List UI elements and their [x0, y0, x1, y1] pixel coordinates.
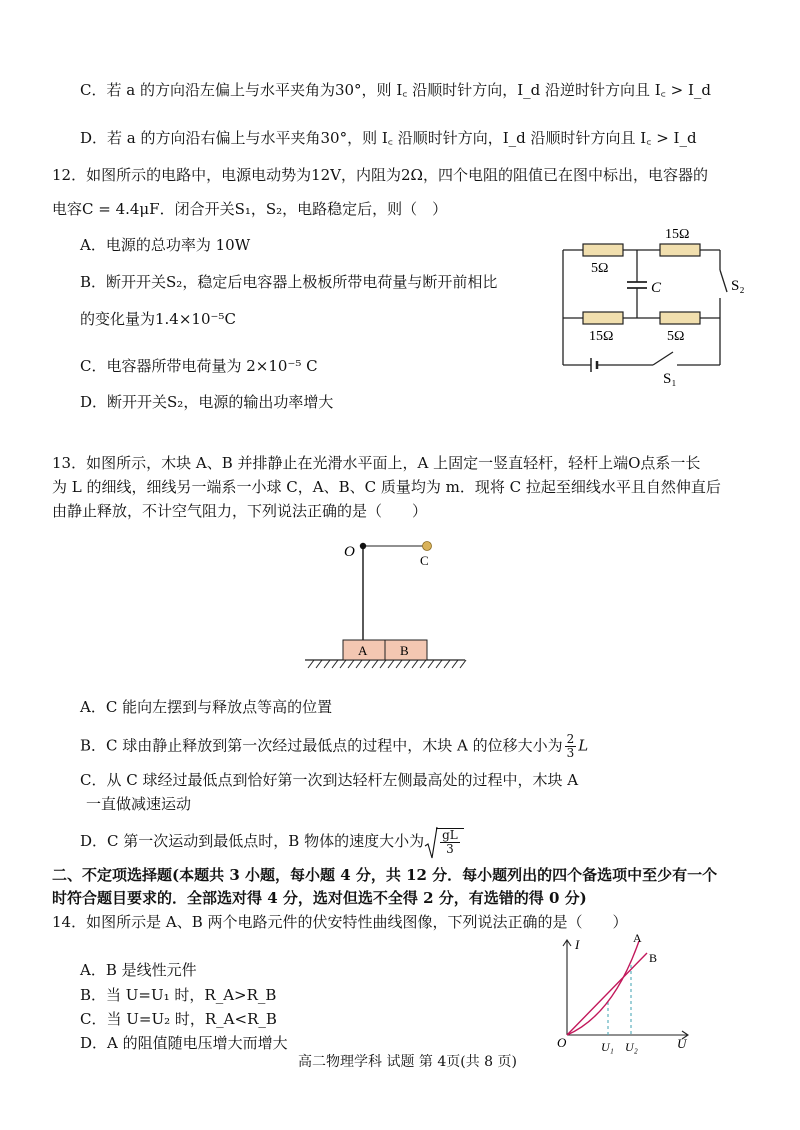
ball-c: [423, 542, 432, 551]
q13-option-b-text: B．C 球由静止释放到第一次经过最低点的过程中，木块 A 的位移大小为: [80, 736, 563, 755]
q14-iv-graph: [555, 931, 695, 1060]
q13-stem-line1: 13．如图所示，木块 A、B 并排静止在光滑水平面上，A 上固定一竖直轻杆，轻杆上端O点系一长: [52, 454, 701, 472]
q14-option-a: A．B 是线性元件: [80, 961, 197, 979]
q11-option-d: D．若 a 的方向沿右偏上与水平夹角30°，则 I꜀ 沿顺时针方向，I_d 沿顺时针方向且 I꜀ > I_d: [80, 129, 697, 147]
label-switch-s1: S₁: [663, 371, 677, 387]
label-ball-c: C: [420, 553, 429, 568]
resistor-bottom-right: [660, 312, 700, 324]
q12-stem-line1: 12．如图所示的电路中，电源电动势为12V，内阻为2Ω，四个电阻的阻值已在图中标出，电容器的: [52, 166, 708, 184]
q14-option-b: B．当 U=U₁ 时，R_A>R_B: [80, 986, 277, 1004]
q11-option-c: C．若 a 的方向沿左偏上与水平夹角为30°，则 I꜀ 沿顺时针方向，I_d 沿逆时针方向且 I꜀ > I_d: [80, 81, 712, 99]
frac-numerator: 2: [566, 732, 575, 746]
label-block-b: B: [400, 643, 409, 658]
label-r-bottom-left: 15Ω: [589, 329, 614, 344]
curve-a: [567, 941, 639, 1035]
label-r-bottom-right: 5Ω: [667, 329, 685, 344]
section2-heading-line1: 二、不定项选择题(本题共 3 小题，每小题 4 分，共 12 分．每小题列出的四个备选项中至少有一个: [52, 866, 718, 884]
curve-b: [567, 953, 647, 1035]
q13-stem-line2: 为 L 的细线，细线另一端系一小球 C，A、B、C 质量均为 m．现将 C 拉起至细线水平且自然伸直后: [52, 478, 721, 496]
q14-option-c: C．当 U=U₂ 时，R_A<R_B: [80, 1010, 277, 1028]
resistor-bottom-left: [583, 312, 623, 324]
q14-option-d: D．A 的阻值随电压增大而增大: [80, 1034, 288, 1052]
q13-option-b-fraction: [565, 733, 577, 760]
resistor-top-left: [583, 244, 623, 256]
sqrt-numerator: gL: [442, 828, 458, 842]
q12-option-b-line2: 的变化量为1.4×10⁻⁵C: [80, 310, 236, 328]
q13-option-d-text: D．C 第一次运动到最低点时，B 物体的速度大小为: [80, 832, 425, 850]
tick-u2: U₂: [625, 1040, 638, 1054]
curve-a-label: A: [633, 931, 642, 945]
q12-option-a: A．电源的总功率为 10W: [80, 236, 251, 254]
q12-stem-line2: 电容C = 4.4μF．闭合开关S₁，S₂，电路稳定后，则（ ）: [52, 200, 448, 218]
tick-u1: U₁: [601, 1040, 614, 1054]
q13-option-a: A．C 能向左摆到与释放点等高的位置: [80, 698, 333, 716]
origin-label: O: [557, 1035, 567, 1050]
q13-option-b-unit: L: [578, 736, 589, 755]
axis-label-u: U: [677, 1036, 687, 1051]
q13-pendulum-diagram: [300, 530, 470, 670]
sqrt-denominator: 3: [446, 842, 454, 856]
q13-option-b: [80, 733, 588, 760]
curve-b-label: B: [649, 951, 658, 965]
label-capacitor: C: [651, 280, 662, 296]
q13-option-c-line2: 一直做减速运动: [86, 795, 192, 813]
label-r-top-right: 15Ω: [665, 227, 690, 242]
label-r-top-left: 5Ω: [591, 261, 609, 276]
q13-option-d: [80, 828, 464, 856]
q14-stem: 14．如图所示是 A、B 两个电路元件的伏安特性曲线图像，下列说法正确的是（ ）: [52, 913, 628, 931]
section2-heading-line2: 时符合题目要求的．全部选对得 4 分，选对但选不全得 2 分，有选错的得 0 分): [52, 889, 587, 907]
q12-option-d: D．断开开关S₂，电源的输出功率增大: [80, 393, 334, 411]
q12-circuit-diagram: [555, 220, 755, 385]
frac-denominator: 3: [566, 746, 575, 760]
q13-option-d-sqrt: [424, 828, 464, 856]
resistor-top-right: [660, 244, 700, 256]
q12-option-b-line1: B．断开开关S₂，稳定后电容器上极板所带电荷量与断开前相比: [80, 273, 498, 291]
axis-label-i: I: [575, 937, 580, 952]
q13-option-c-line1: C．从 C 球经过最低点到恰好第一次到达轻杆左侧最高处的过程中，木块 A: [80, 771, 579, 789]
q13-stem-line3: 由静止释放，不计空气阻力，下列说法正确的是（ ）: [52, 502, 428, 520]
label-block-a: A: [358, 643, 368, 658]
label-point-o: O: [344, 544, 355, 560]
label-switch-s2: S₂: [731, 278, 745, 294]
page-footer: 高二物理学科 试题 第 4页(共 8 页): [298, 1054, 517, 1070]
q12-option-c: C．电容器所带电荷量为 2×10⁻⁵ C: [80, 357, 318, 375]
